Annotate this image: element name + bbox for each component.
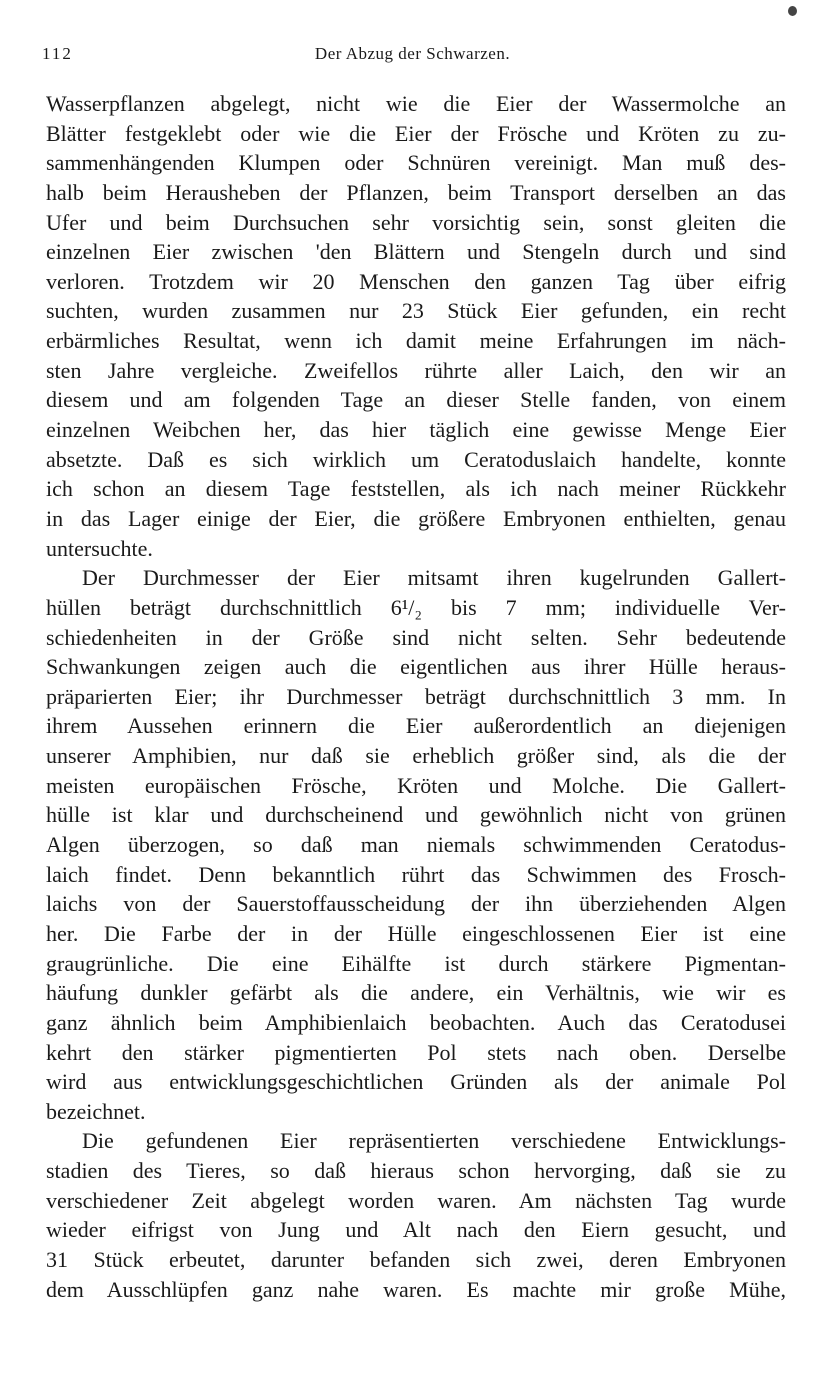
text-line: schiedenheiten in der Größe sind nicht selten. Sehr bedeutende bbox=[46, 624, 786, 650]
page-number: 112 bbox=[42, 44, 73, 63]
text-line: Blätter festgeklebt oder wie die Eier der Frösche und Kröten zu zu- bbox=[46, 120, 786, 146]
text-line: meisten europäischen Frösche, Kröten und Molche. Die Gallert- bbox=[46, 772, 786, 798]
text-line: dem Ausschlüpfen ganz nahe waren. Es machte mir große Mühe, bbox=[46, 1276, 786, 1302]
text-line: ihrem Aussehen erinnern die Eier außerordentlich an diejenigen bbox=[46, 713, 786, 739]
text-line: laich findet. Denn bekanntlich rührt das Schwimmen des Frosch- bbox=[46, 861, 786, 887]
text-line: in das Lager einige der Eier, die größere Embryonen enthielten, genau bbox=[46, 505, 786, 531]
text-line: einzelnen Weibchen her, das hier täglich eine gewisse Menge Eier bbox=[46, 417, 786, 443]
text-line: untersuchte. bbox=[46, 535, 153, 561]
text-line: Der Durchmesser der Eier mitsamt ihren kugelrunden Gallert- bbox=[82, 565, 786, 591]
text-line: ich schon an diesem Tage feststellen, als ich nach meiner Rückkehr bbox=[46, 476, 786, 502]
text-line: Wasserpflanzen abgelegt, nicht wie die Eier der Wassermolche an bbox=[46, 91, 786, 116]
text-line: Die gefundenen Eier repräsentierten verschiedene Entwicklungs- bbox=[82, 1128, 786, 1154]
text-line: graugrünliche. Die eine Eihälfte ist durch stärkere Pigmentan- bbox=[46, 950, 786, 976]
text-line: präparierten Eier; ihr Durchmesser beträgt durchschnittlich 3 mm. In bbox=[46, 683, 786, 709]
page-header bbox=[40, 44, 785, 74]
text-line: wieder eifrigst von Jung und Alt nach den Eiern gesucht, und bbox=[46, 1217, 786, 1243]
text-line: verschiedener Zeit abgelegt worden waren. Am nächsten Tag wurde bbox=[46, 1187, 786, 1213]
text-line: unserer Amphibien, nur daß sie erheblich größer sind, als die der bbox=[46, 743, 786, 769]
text-line: her. Die Farbe der in der Hülle eingeschlossenen Eier ist eine bbox=[46, 920, 786, 946]
text-line: sammenhängenden Klumpen oder Schnüren vereinigt. Man muß des- bbox=[46, 150, 786, 176]
text-line: Schwankungen zeigen auch die eigentlichen aus ihrer Hülle heraus- bbox=[46, 654, 786, 680]
running-title: Der Abzug der Schwarzen. bbox=[314, 44, 511, 63]
text-line: bezeichnet. bbox=[46, 1098, 146, 1124]
text-line: kehrt den stärker pigmentierten Pol stets nach oben. Derselbe bbox=[46, 1039, 786, 1065]
text-line: hülle ist klar und durchscheinend und gewöhnlich nicht von grünen bbox=[46, 802, 786, 828]
text-line: Ufer und beim Durchsuchen sehr vorsichtig sein, sonst gleiten die bbox=[46, 209, 786, 235]
text-line: stadien des Tieres, so daß hieraus schon hervorging, daß sie zu bbox=[46, 1158, 786, 1184]
text-line: einzelnen Eier zwischen 'den Blättern und Stengeln durch und sind bbox=[46, 239, 786, 265]
text-line: absetzte. Daß es sich wirklich um Ceratoduslaich handelte, konnte bbox=[46, 446, 786, 472]
text-line: halb beim Herausheben der Pflanzen, beim Transport derselben an das bbox=[46, 179, 786, 205]
text-line: suchten, wurden zusammen nur 23 Stück Eier gefunden, ein recht bbox=[46, 298, 786, 324]
text-line: Algen überzogen, so daß man niemals schwimmenden Ceratodus- bbox=[46, 832, 786, 858]
text-line: 31 Stück erbeutet, darunter befanden sich zwei, deren Embryonen bbox=[46, 1246, 786, 1272]
text-line: häufung dunkler gefärbt als die andere, ein Verhältnis, wie wir es bbox=[46, 980, 786, 1006]
text-line: erbärmliches Resultat, wenn ich damit meine Erfahrungen im näch- bbox=[46, 328, 786, 354]
text-line: sten Jahre vergleiche. Zweifellos rührte aller Laich, den wir an bbox=[46, 357, 786, 383]
text-line: verloren. Trotzdem wir 20 Menschen den ganzen Tag über eifrig bbox=[46, 268, 786, 294]
body-text bbox=[46, 89, 786, 1304]
ink-spot bbox=[788, 6, 797, 16]
text-line: wird aus entwicklungsgeschichtlichen Gründen als der animale Pol bbox=[46, 1069, 786, 1095]
text-line: diesem und am folgenden Tage an dieser Stelle fanden, von einem bbox=[46, 387, 786, 413]
text-line: hüllen beträgt durchschnittlich 6¹/₂ bis 7 mm; individuelle Ver- bbox=[46, 594, 786, 620]
text-line: ganz ähnlich beim Amphibienlaich beobachten. Auch das Ceratodusei bbox=[46, 1009, 786, 1035]
text-line: laichs von der Sauerstoffausscheidung der ihn überziehenden Algen bbox=[46, 891, 786, 917]
